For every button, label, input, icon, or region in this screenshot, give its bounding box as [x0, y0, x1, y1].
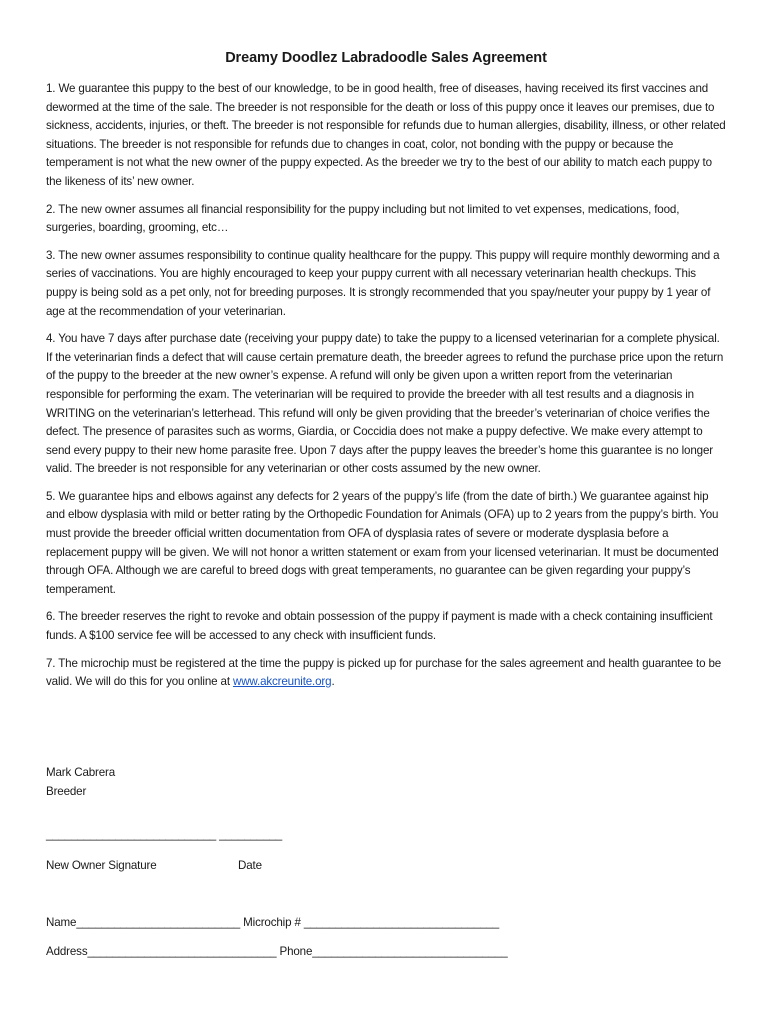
address-phone-field[interactable]: Address______________________________ Phone_______________________________ — [46, 945, 508, 958]
page-title: Dreamy Doodlez Labradoodle Sales Agreement — [225, 50, 547, 66]
date-label: Date — [238, 859, 262, 872]
signature-labels — [46, 857, 346, 876]
clause-7-period: . — [331, 675, 335, 689]
breeder-role: Breeder — [46, 784, 87, 798]
clause-6: 6. The breeder reserves the right to revoke and obtain possession of the puppy if payment is made with a check containing insufficient funds. A $100 service fee will be accessed to any check with insufficient funds. — [46, 610, 713, 643]
clause-1: 1. We guarantee this puppy to the best of our knowledge, to be in good health, free of diseases, having received its first vaccines and dewormed at the time of the sale. The breeder is not responsible for the death or loss of this puppy once it leaves our premises, due to sickness, accidents, injuries, or theft. The breeder is not responsible for refunds due to human allergies, disability, illness, or other related situations. The breeder is not responsible for refunds due to changes in coat, color, not bonding with the puppy or because the temperament is not what the new owner of the puppy expected. As the breeder we try to the best of our ability to match each puppy to the likeness of its’ new owner. — [46, 82, 726, 188]
clause-2: 2. The new owner assumes all financial responsibility for the puppy including but not limited to vet expenses, medications, food, surgeries, boarding, grooming, etc… — [46, 202, 680, 235]
clause-4: 4. You have 7 days after purchase date (receiving your puppy date) to take the puppy to a licensed veterinarian for a complete physical. If the veterinarian finds a defect that will cause certain premature death, the breeder agrees to refund the purchase price upon the return of the puppy to the breeder at the new owner’s expense. A refund will only be given upon a written report from the veterinarian responsible for performing the exam. The veterinarian will be required to provide the breeder with all test results and a diagnosis in WRITING on the veterinarian’s letterhead. This refund will only be given providing that the breeder’s veterinarian of choice verifies the defect. The presence of parasites such as worms, Giardia, or Coccidia does not make a puppy defective. We make every attempt to send every puppy to their new home parasite free. Upon 7 days after the puppy leaves the breeder’s home this guarantee is no longer valid. The breeder is not responsible for any veterinarian or other costs assumed by the new owner. — [46, 332, 724, 476]
breeder-block — [46, 764, 115, 801]
breeder-name: Mark Cabrera — [46, 766, 116, 779]
new-owner-signature-label: New Owner Signature — [46, 859, 157, 872]
clause-3: 3. The new owner assumes responsibility to continue quality healthcare for the puppy. This puppy will require monthly deworming and a series of vaccinations. You are highly encouraged to keep your puppy current with all necessary veterinarian health checkups. This puppy is being sold as a pet only, not for breeding purposes. It is strongly recommended that you spay/neuter your puppy by 1 year of age at the recommendation of your veterinarian. — [46, 248, 720, 318]
clause-7 — [46, 655, 726, 692]
name-microchip-field[interactable]: Name__________________________ Microchip # _______________________________ — [46, 916, 500, 929]
signature-line[interactable]: ___________________________ __________ — [46, 828, 283, 841]
clause-5: 5. We guarantee hips and elbows against any defects for 2 years of the puppy’s life (from the date of birth.) We guarantee against hip and elbow dysplasia with mild or better rating by the Orthopedic Foundation for Animals (OFA) up to 2 years from the puppy’s birth. You must provide the breeder official written documentation from OFA of dysplasia rates of severe or moderate dysplasia before a replacement puppy will be given. We will not honor a written statement or exam from your licensed veterinarian. It must be documented through OFA. Although we are careful to breed dogs with great temperaments, no guarantee can be given regarding your puppy’s temperament. — [46, 489, 719, 596]
clause-7-text: 7. The microchip must be registered at the time the puppy is picked up for purchase for the sales agreement and health guarantee to be valid. We will do this for you online at — [46, 656, 722, 689]
akcreunite-link[interactable]: www.akcreunite.org — [232, 675, 332, 689]
